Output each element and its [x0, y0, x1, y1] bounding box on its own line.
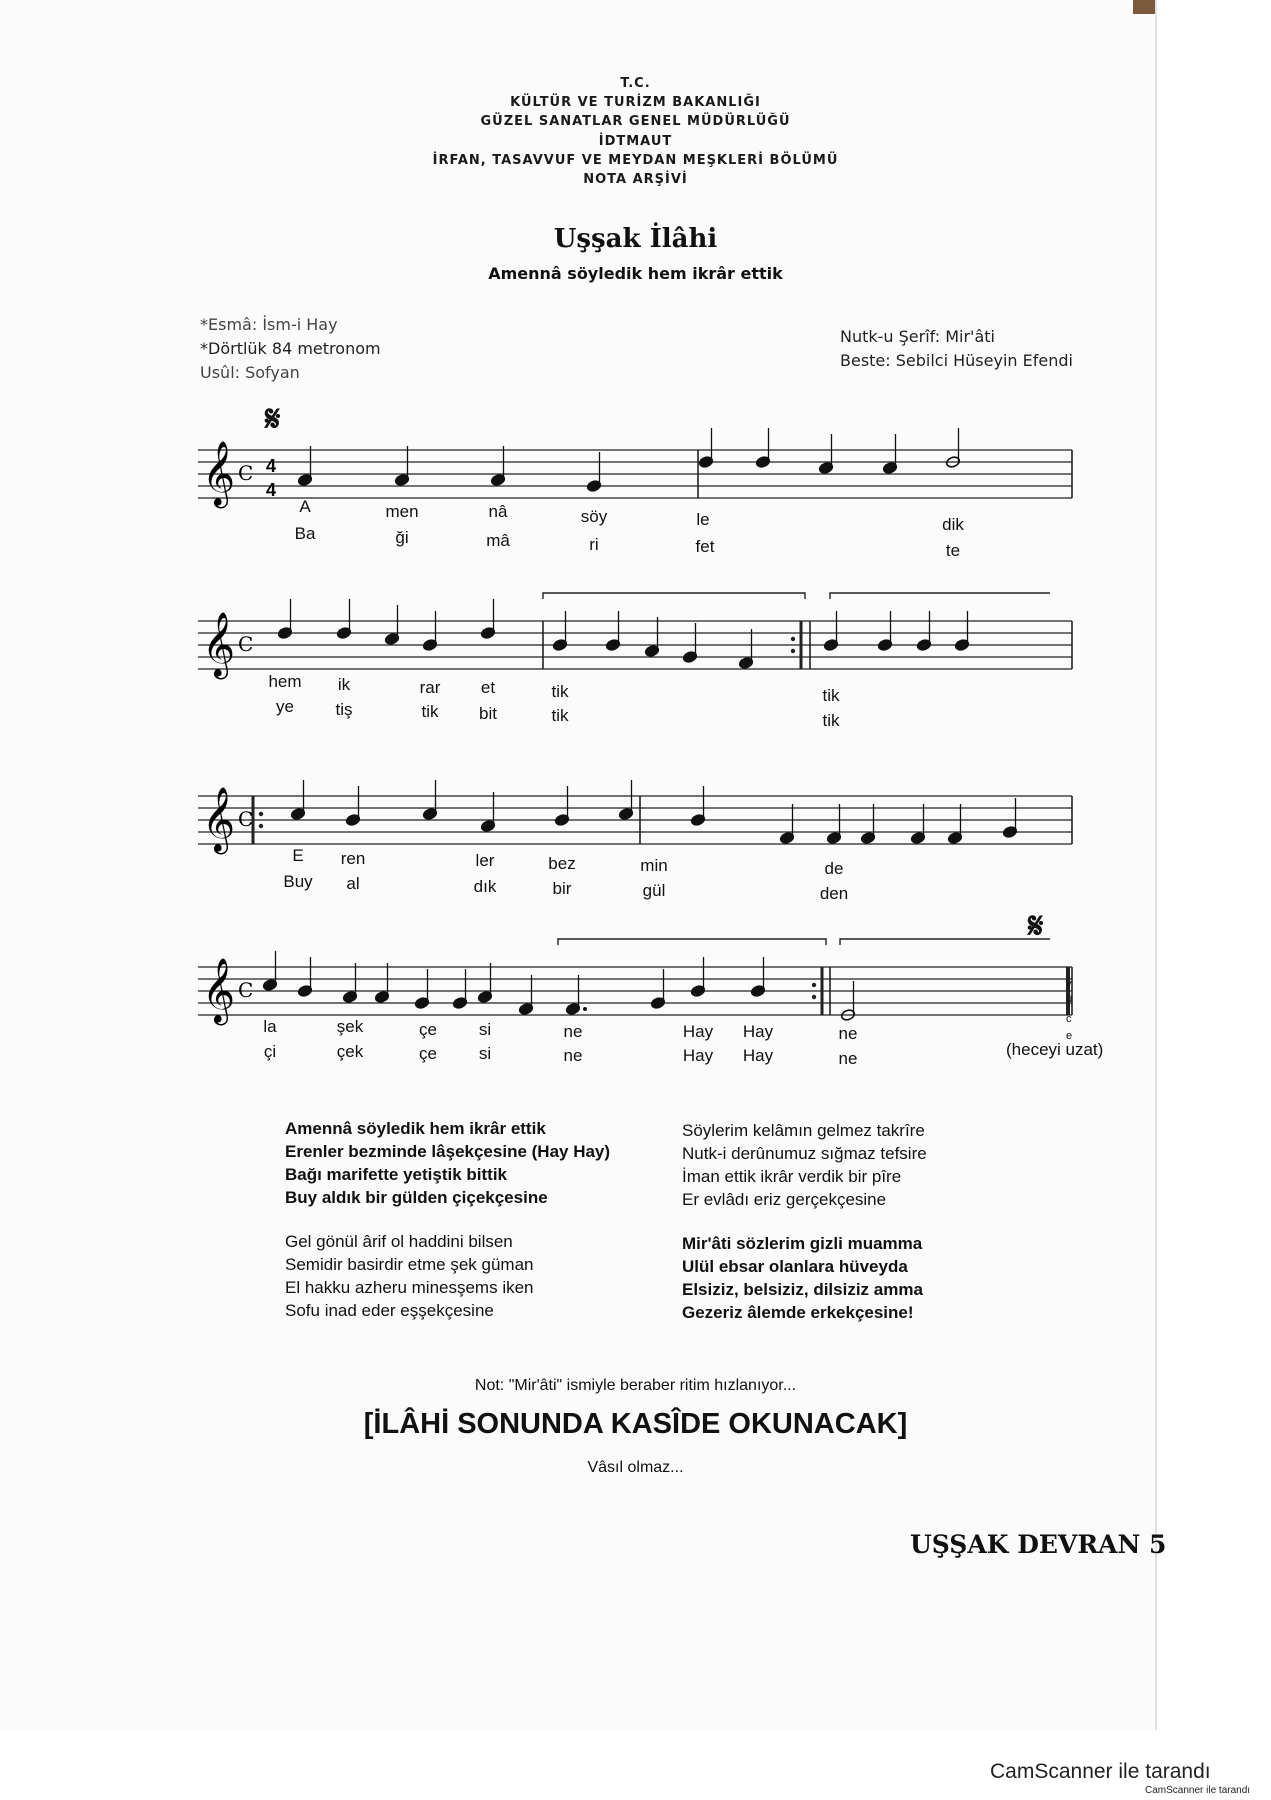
- lyric: ği: [395, 528, 409, 547]
- lyric: tik: [822, 686, 840, 705]
- header-line-2: KÜLTÜR VE TURİZM BAKANLIĞI: [510, 95, 761, 110]
- lyric: bit: [479, 704, 497, 723]
- lyric: ri: [589, 535, 599, 554]
- song-subtitle: Amennâ söyledik hem ikrâr ettik: [488, 264, 783, 283]
- lyric: tiş: [335, 700, 353, 719]
- lyric: la: [263, 1017, 277, 1036]
- lyric: tik: [421, 702, 439, 721]
- lyric: ne: [563, 1046, 583, 1065]
- volta-bracket: [830, 593, 1050, 599]
- poem-line: Ulül ebsar olanlara hüveyda: [682, 1257, 908, 1276]
- poem-line: Söylerim kelâmın gelmez takrîre: [682, 1121, 925, 1140]
- volta-bracket: [558, 939, 826, 945]
- lyric: ye: [276, 697, 294, 716]
- treble-clef: 𝄞: [202, 787, 236, 852]
- kaside-heading: [İLÂHİ SONUNDA KASÎDE OKUNACAK]: [363, 1408, 908, 1440]
- lyric: men: [385, 502, 419, 521]
- poem-line: Nutk-i derûnumuz sığmaz tefsire: [682, 1144, 927, 1163]
- lyric: Hay: [742, 1046, 774, 1065]
- lyric: al: [346, 874, 360, 893]
- poem-line: Mir'âti sözlerim gizli muamma: [682, 1234, 923, 1253]
- meta-usul: Usûl: Sofyan: [200, 363, 300, 382]
- lyric: nâ: [488, 502, 508, 521]
- lyric: tik: [551, 706, 569, 725]
- time-signature-bottom: 4: [266, 480, 277, 500]
- volta-bracket: [840, 939, 1050, 945]
- poem-stanza-3: [682, 1119, 927, 1211]
- header-line-6: NOTA ARŞİVİ: [583, 172, 688, 187]
- lyric: ne: [838, 1049, 858, 1068]
- lyric: Buy: [283, 872, 313, 891]
- lyric: Hay: [682, 1022, 714, 1041]
- treble-clef: 𝄞: [202, 612, 236, 677]
- lyric: ler: [475, 851, 495, 870]
- lyric: Ba: [294, 524, 316, 543]
- poem-stanza-2: [285, 1230, 610, 1322]
- poem-line: Elsiziz, belsiziz, dilsiziz amma: [682, 1280, 923, 1299]
- poem-line: İman ettik ikrâr verdik bir pîre: [682, 1167, 902, 1186]
- poem-stanza-4: [682, 1232, 927, 1324]
- meta-nutk: Nutk-u Şerîf: Mir'âti: [840, 327, 995, 346]
- lyric: te: [945, 541, 961, 560]
- header-line-3: GÜZEL SANATLAR GENEL MÜDÜRLÜĞÜ: [480, 114, 791, 129]
- poem-line: Erenler bezminde lâşekçesine (Hay Hay): [285, 1142, 611, 1161]
- lyric: tik: [551, 682, 569, 701]
- lyric: Hay: [682, 1046, 714, 1065]
- poem-line: Amennâ söyledik hem ikrâr ettik: [285, 1119, 546, 1138]
- time-signature-top: 4: [266, 456, 277, 476]
- augmentation-dot: [583, 1007, 587, 1011]
- lyric: çek: [336, 1042, 364, 1061]
- hold-annotation: (heceyi uzat): [1006, 1040, 1104, 1059]
- treble-clef: 𝄞: [202, 441, 236, 506]
- scanner-watermark: CamScanner ile tarandı: [990, 1760, 1211, 1783]
- tempo-note: Not: "Mir'âti" ismiyle beraber ritim hızlanıyor...: [474, 1377, 797, 1394]
- lyric: min: [640, 856, 668, 875]
- repeat-dot: [259, 824, 263, 828]
- lyric: Hay: [742, 1022, 774, 1041]
- lyric: dik: [942, 515, 964, 534]
- side-letter: y: [1066, 978, 1072, 990]
- repeat-dot: [812, 983, 816, 987]
- repeat-dot: [791, 637, 795, 641]
- lyric: bir: [552, 879, 572, 898]
- lyric: çe: [419, 1044, 437, 1063]
- song-title: Uşşak İlâhi: [553, 224, 718, 254]
- poem-line: Gezeriz âlemde erkekçesine!: [682, 1303, 914, 1322]
- scanner-watermark-small: CamScanner ile tarandı: [1145, 1785, 1251, 1796]
- poem-line: Gel gönül ârif ol haddini bilsen: [285, 1232, 513, 1251]
- lyric: mâ: [486, 531, 510, 550]
- lyric: le: [696, 510, 710, 529]
- volta-bracket: [543, 593, 805, 599]
- lyric: şek: [336, 1017, 364, 1036]
- repeat-dot: [812, 995, 816, 999]
- poem-line: Bağı marifette yetiştik bittik: [285, 1165, 508, 1184]
- segno-sign-start: 𝄋: [265, 398, 281, 440]
- poem-line: Er evlâdı eriz gerçekçesine: [682, 1190, 887, 1209]
- lyric: ne: [563, 1022, 583, 1041]
- lyric: bez: [548, 854, 576, 873]
- lyric: çe: [419, 1020, 437, 1039]
- poem-line: Semidir basirdir etme şek güman: [285, 1255, 534, 1274]
- lyric: A: [299, 497, 311, 516]
- side-letter: e: [1066, 1030, 1073, 1042]
- header-line-1: T.C.: [620, 76, 651, 91]
- meta-esma: *Esmâ: İsm-i Hay: [200, 315, 338, 334]
- common-time: C: [238, 978, 254, 1002]
- lyric: ne: [838, 1024, 858, 1043]
- lyric: rar: [419, 678, 441, 697]
- header-line-4: İDTMAUT: [598, 134, 673, 149]
- common-time: C: [238, 807, 254, 831]
- poem-right-column: [682, 1119, 927, 1345]
- poem-left-column: [285, 1117, 610, 1343]
- lyric: gül: [642, 881, 666, 900]
- lyric: si: [478, 1044, 492, 1063]
- lyric: si: [478, 1020, 492, 1039]
- lyric: de: [824, 859, 844, 878]
- side-letter: c: [1066, 1013, 1072, 1025]
- common-time: C: [238, 461, 254, 485]
- page-footer-label: UŞŞAK DEVRAN 5: [910, 1530, 1167, 1559]
- common-time: C: [238, 632, 254, 656]
- lyric: et: [480, 678, 496, 697]
- lyric: den: [819, 884, 849, 903]
- lyric: hem: [268, 672, 302, 691]
- header-line-5: İRFAN, TASAVVUF VE MEYDAN MEŞKLERİ BÖLÜMÜ: [432, 153, 839, 168]
- poem-line: Buy aldık bir gülden çiçekçesine: [285, 1188, 548, 1207]
- lyric: E: [292, 846, 304, 865]
- poem-line: El hakku azheru minesşems iken: [285, 1278, 534, 1297]
- segno-sign-end: 𝄋: [1028, 905, 1044, 947]
- lyric: ren: [340, 849, 366, 868]
- lyric: söy: [580, 507, 608, 526]
- meta-beste: Beste: Sebilci Hüseyin Efendi: [840, 351, 1073, 370]
- lyric: ik: [337, 675, 351, 694]
- repeat-dot: [259, 812, 263, 816]
- treble-clef: 𝄞: [202, 958, 236, 1023]
- meta-tempo: *Dörtlük 84 metronom: [200, 339, 381, 358]
- repeat-dot: [791, 649, 795, 653]
- lyric: tik: [822, 711, 840, 730]
- vasil-text: Vâsıl olmaz...: [587, 1459, 684, 1476]
- poem-line: Sofu inad eder eşşekçesine: [285, 1301, 494, 1320]
- poem-stanza-1: [285, 1117, 610, 1209]
- lyric: çi: [263, 1042, 277, 1061]
- lyric: dık: [473, 877, 497, 896]
- side-letter: ü: [1066, 993, 1073, 1005]
- lyric: fet: [695, 537, 715, 556]
